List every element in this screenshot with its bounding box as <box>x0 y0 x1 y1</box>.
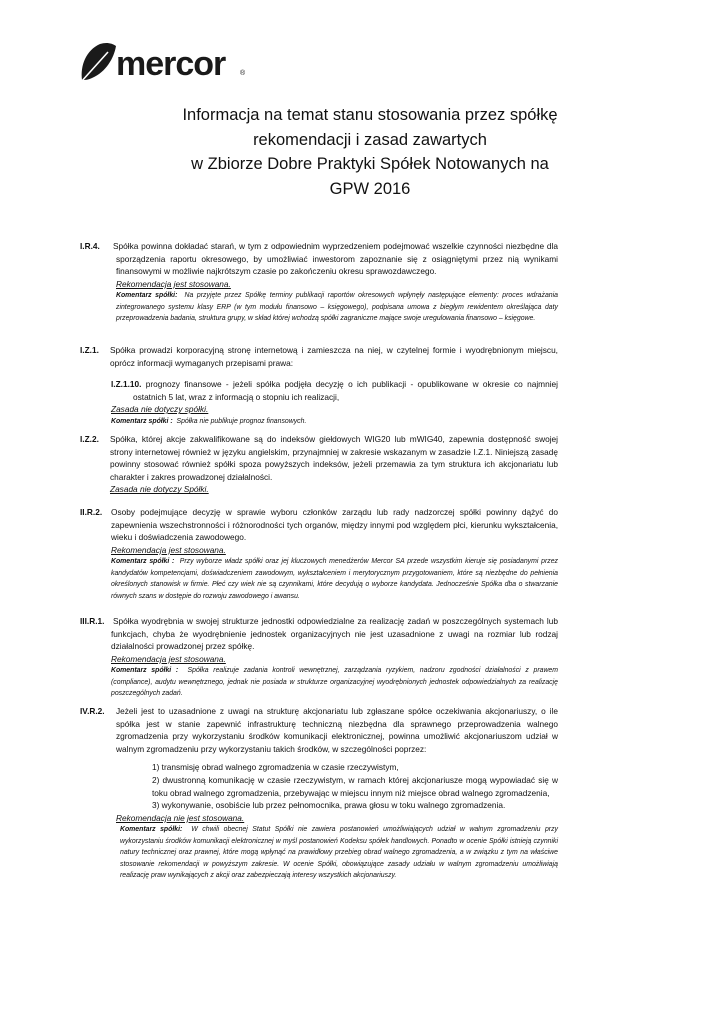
section-ivr2 <box>80 705 558 882</box>
company-comment <box>111 416 558 428</box>
company-logo <box>78 40 248 86</box>
section-text: Osoby podejmujące decyzję w sprawie wyboru członków zarządu lub rady nadzorczej spółki powinny dążyć do zapewnienia wszechstronności i różnorodności tych organów, między innymi pod względem płci, kierunku wykształcenia, wieku i doświadczenia zawodowego. <box>111 507 558 543</box>
comment-text: Spółka nie publikuje prognoz finansowych. <box>176 417 307 425</box>
logo-wordmark: mercor <box>116 45 226 83</box>
section-label: I.Z.1. <box>80 345 99 355</box>
document-title <box>150 103 590 201</box>
status-text: Rekomendacja nie jest stosowana. <box>116 812 245 823</box>
registered-mark: ® <box>240 70 246 77</box>
title-line: Informacja na temat stanu stosowania przez spółkę <box>182 106 558 124</box>
comment-label: Komentarz spółki: <box>116 292 178 300</box>
title-line: GPW 2016 <box>329 179 411 198</box>
section-iz1 <box>80 344 558 369</box>
section-text: Spółka, której akcje zakwalifikowane są do indeksów giełdowych WIG20 lub mWIG40, zapewnia dostępność swojej strony internetowej również w języku angielskim, przynajmniej w zakresie wskazanym w zasadzie I.Z.1. Niniejszą zasadę powinny stosować również spółki spoza powyższych indeksów, jeżeli przemawia za tym struktura ich akcjonariatu lub charakter i zakres prowadzonej działalności. <box>110 434 558 482</box>
comment-text: Na przyjęte przez Spółkę terminy publikacji raportów okresowych wpłynęły następujące elementy: proces wdrażania zintegrowanego systemu klasy ERP (w tym modułu finansowo – księgowego), podpisana umowa z biegłym rewidentem określająca daty przeprowadzenia badania, struktura grupy, w skład której wchodzą spółki zagraniczne mające swoje uregulowania finansowo – księgowe. <box>116 292 558 323</box>
status-text: Zasada nie dotyczy Spółki. <box>110 484 209 495</box>
section-text: Jeżeli jest to uzasadnione z uwagi na strukturę akcjonariatu lub zgłaszane spółce oczekiwania akcjonariuszy, o ile spółka jest w stanie zapewnić infrastrukturę techniczną niezbędna dla sprawnego przeprowadzenia walnego zgromadzenia przy wykorzystaniu środków komunikacji elektronicznej, powinna umożliwić akcjonariuszom udział w walnym zgromadzeniu przy wykorzystaniu takich środków, w szczególności poprzez: <box>116 706 558 754</box>
company-comment <box>80 556 558 602</box>
list-item: 2) dwustronną komunikację w czasie rzeczywistym, w ramach której akcjonariusze mogą wypowiadać się w toku obrad walnego zgromadzenia, przebywając w miejscu innym niż miejsce obrad walnego zgromadzenia, <box>152 774 558 798</box>
section-label: III.R.1. <box>80 616 105 626</box>
section-text: Spółka wyodrębnia w swojej strukturze jednostki odpowiedzialne za realizację zadań w poszczególnych systemach lub funkcjach, chyba że wyodrębnienie jednostek organizacyjnych nie jest uzasadnione z uwagi na rozmiar lub rodzaj działalności prowadzonej przez spółkę. <box>111 616 558 652</box>
section-label: I.Z.1.10. <box>111 379 142 389</box>
comment-label: Komentarz spółki : <box>111 558 175 566</box>
section-ir4 <box>80 240 558 325</box>
status-text: Rekomendacja jest stosowana. <box>116 278 231 289</box>
section-iz110 <box>111 378 558 427</box>
list-item: 3) wykonywanie, osobiście lub przez pełnomocnika, prawa głosu w toku walnego zgromadzenia. <box>152 800 506 811</box>
status-text: Zasada nie dotyczy spółki. <box>111 404 209 415</box>
comment-label: Komentarz spółki : <box>111 417 173 425</box>
section-label: I.Z.2. <box>80 434 99 444</box>
item-list <box>80 761 558 811</box>
list-item: 1) transmisję obrad walnego zgromadzenia w czasie rzeczywistym, <box>152 762 399 773</box>
company-comment <box>80 665 558 700</box>
section-label: I.R.4. <box>80 241 100 251</box>
section-text: Spółka powinna dokładać starań, w tym z odpowiednim wyprzedzeniem podejmować wszelkie czynności niezbędne dla sporządzenia raportu okresowego, by umożliwiać inwestorom zapoznanie się z osiągniętymi przez nią wynikami finansowymi w możliwie najkrótszym czasie po zakończeniu okresu sprawozdawczego. <box>113 241 558 277</box>
comment-label: Komentarz spółki : <box>111 667 179 675</box>
comment-text: Przy wyborze władz spółki oraz jej kluczowych menedżerów Mercor SA przede wszystkim kieruje się posiadanymi przez kandydatów kompetencjami, doświadczeniem zawodowym, wykształceniem i merytorycznym przygotowaniem, które są niezbędne do pełnienia określonych stanowisk w firmie. Płeć czy wiek nie są czynnikami, które decydują o wyborze kandydata. Jednocześnie Spółka dba o stwarzanie równych szans w dostępie do rozwoju zawodowego i awansu. <box>111 558 558 600</box>
comment-text: Spółka realizuje zadania kontroli wewnętrznej, zarządzania ryzykiem, nadzoru zgodności działalności z prawem (compliance), audytu wewnętrznego, jednak nie posiada w strukturze organizacyjnej wyodrębnionych jednostek odpowiedzialnych za realizację poszczególnych zadań. <box>111 667 558 698</box>
title-line: w Zbiorze Dobre Praktyki Spółek Notowanych na <box>191 155 549 173</box>
company-comment <box>80 290 558 325</box>
comment-text: W chwili obecnej Statut Spółki nie zawiera postanowień umożliwiających udział w walnym zgromadzeniu przy wykorzystaniu środków komunikacji elektronicznej w myśl postanowień Kodeksu spółek handlowych. Ponadto w ocenie Spółki istnieją czynniki natury technicznej oraz prawnej, które mogą wpłynąć na prawidłowy przebieg obrad walnego zgromadzenia, a w związku z tym na właściwe stosowanie rekomendacji w powyższym zakresie. W ocenie Spółki, obowiązujące zasady udziału w walnym zgromadzeniu umożliwiają realizację praw wynikających z akcji oraz zabezpieczają interesy wszystkich akcjonariuszy. <box>120 826 558 880</box>
section-iz2 <box>80 433 558 496</box>
leaf-icon <box>78 40 118 84</box>
section-text: Spółka prowadzi korporacyjną stronę internetową i zamieszcza na niej, w czytelnej formie i wyodrębnionym miejscu, oprócz informacji wymaganych przepisami prawa: <box>110 345 558 368</box>
status-text: Rekomendacja jest stosowana. <box>111 544 226 555</box>
title-line: rekomendacji i zasad zawartych <box>253 130 487 149</box>
section-label: II.R.2. <box>80 507 103 517</box>
comment-label: Komentarz spółki: <box>120 826 183 834</box>
status-text: Rekomendacja jest stosowana. <box>111 653 226 664</box>
section-iir2 <box>80 506 558 602</box>
section-text: prognozy finansowe - jeżeli spółka podjęła decyzję o ich publikacji - opublikowane w okresie co najmniej ostatnich 5 lat, wraz z informacją o stopniu ich realizacji, <box>133 379 558 402</box>
section-label: IV.R.2. <box>80 706 105 716</box>
section-iiir1 <box>80 615 558 700</box>
company-comment <box>80 824 558 882</box>
